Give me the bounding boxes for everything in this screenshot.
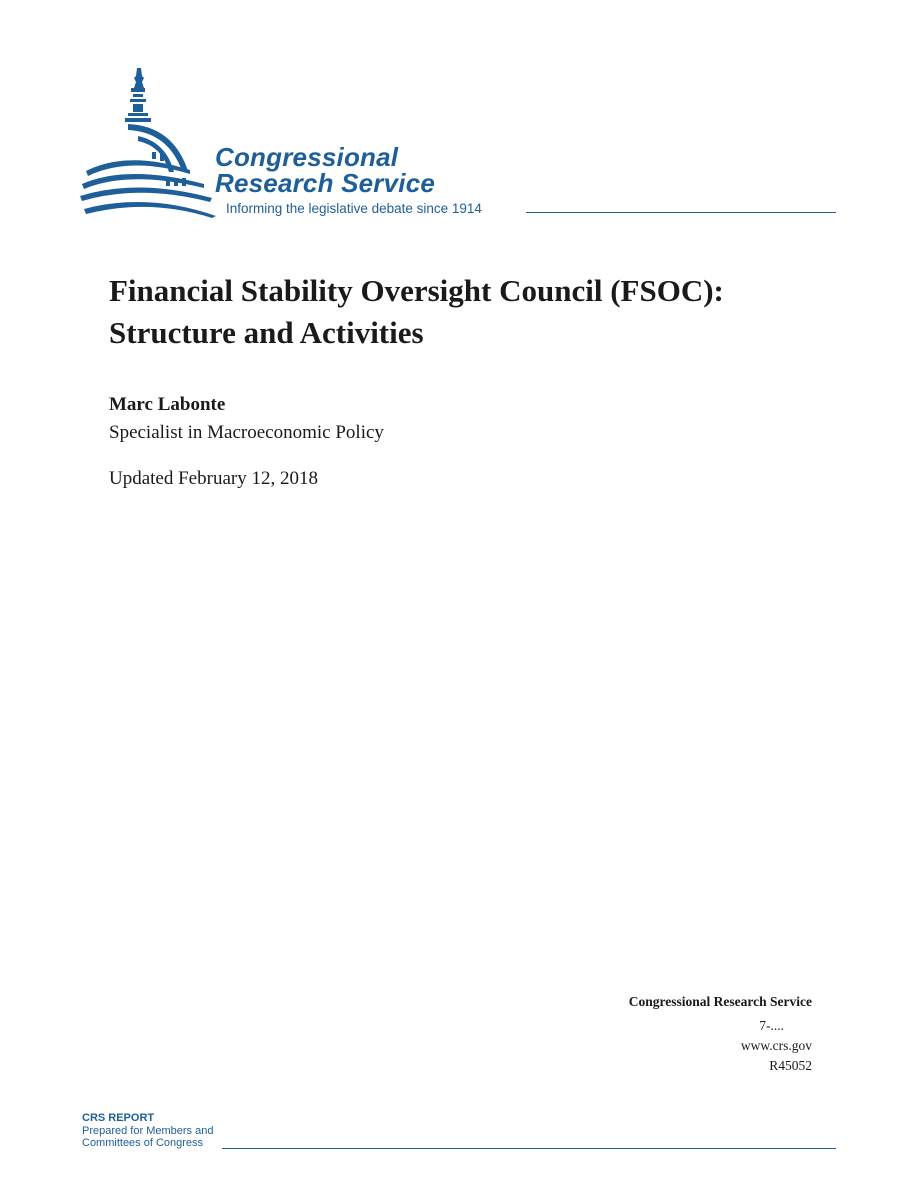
crs-logo — [78, 66, 838, 226]
footer-heading: CRS REPORT — [82, 1112, 155, 1124]
logo-wordmark — [215, 144, 435, 196]
crs-url[interactable]: www.crs.gov — [740, 1038, 812, 1053]
author-title: Specialist in Macroeconomic Policy — [109, 422, 384, 443]
crs-name: Congressional Research Service — [628, 994, 812, 1009]
author-name: Marc Labonte — [109, 394, 226, 415]
footer-line1: Prepared for Members and — [82, 1124, 214, 1137]
logo-divider — [526, 212, 836, 213]
report-title-line1: Financial Stability Oversight Council (FSOC): — [109, 273, 724, 308]
report-date: Updated February 12, 2018 — [109, 468, 318, 489]
report-title-line2: Structure and Activities — [109, 315, 424, 350]
footer-divider — [222, 1148, 836, 1149]
logo-tagline: Informing the legislative debate since 1914 — [226, 201, 482, 216]
capitol-dome-icon — [78, 66, 228, 218]
footer-block — [82, 1112, 213, 1150]
logo-name-line2: Research Service — [215, 168, 436, 198]
footer-line2: Committees of Congress — [82, 1137, 204, 1149]
crs-info-block — [629, 992, 812, 1076]
report-title — [109, 270, 829, 354]
crs-code: 7-.... — [759, 1018, 784, 1033]
report-id: R45052 — [769, 1058, 812, 1073]
logo-name-line1: Congressional — [215, 142, 399, 172]
